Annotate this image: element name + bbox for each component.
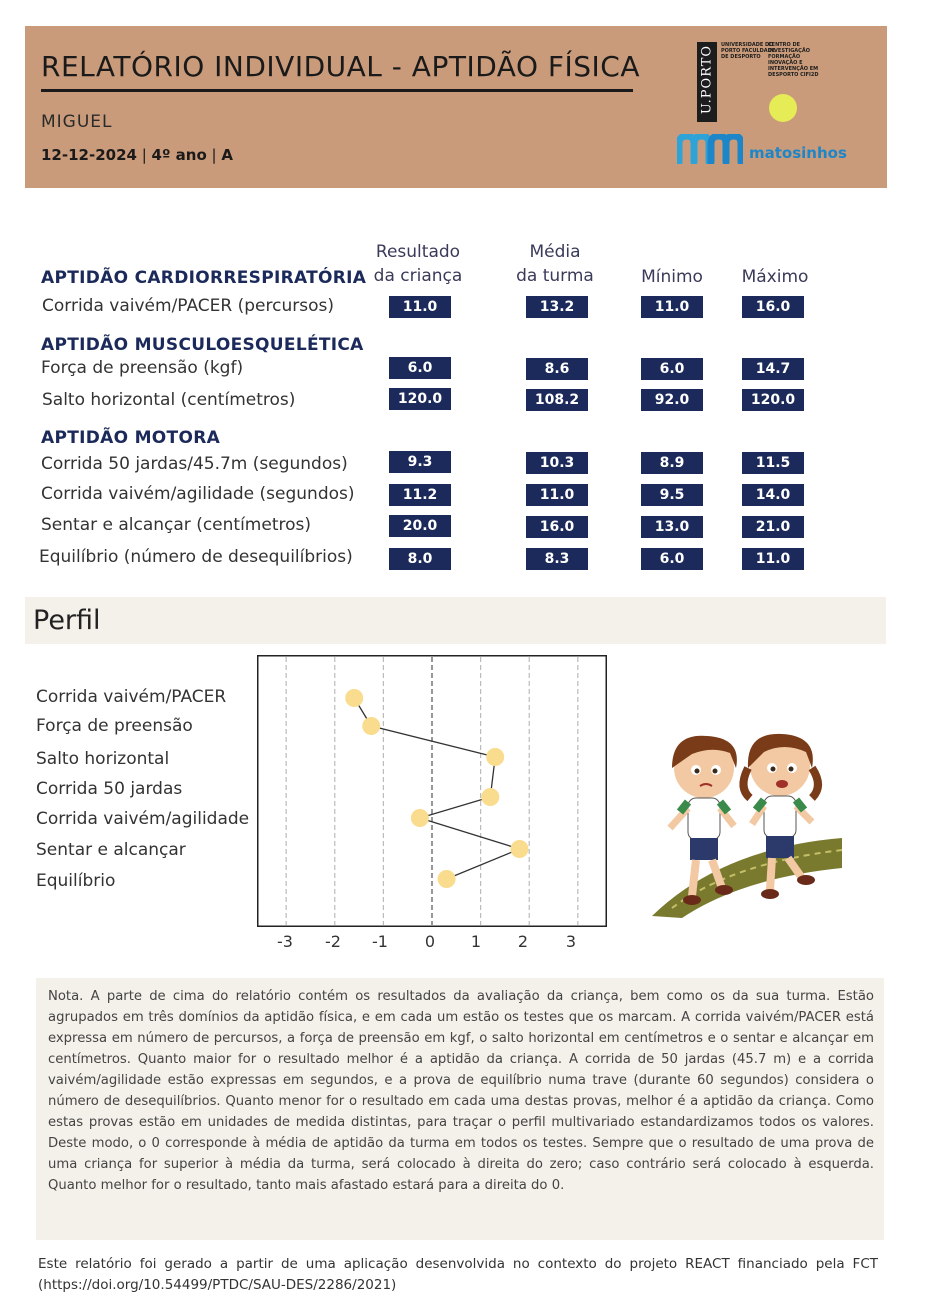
profile-label: Corrida vaivém/agilidade (36, 809, 250, 829)
report-meta: 12-12-2024 | 4º ano | A (41, 146, 233, 164)
matosinhos-logo-icon (677, 134, 743, 164)
row-label: Equilíbrio (número de desequilíbrios) (39, 547, 353, 567)
profile-label: Salto horizontal (36, 749, 170, 769)
fade-logo-text: UNIVERSIDADE DO PORTO FACULDADE DE DESPORTO (721, 42, 776, 60)
title-underline (41, 89, 633, 92)
max-value: 16.0 (742, 296, 804, 318)
profile-chart (257, 655, 607, 927)
mean-value: 10.3 (526, 452, 588, 474)
child-value: 9.3 (389, 451, 451, 473)
x-tick-label: 1 (470, 932, 482, 951)
min-value: 6.0 (641, 358, 703, 380)
profile-label: Corrida vaivém/PACER (36, 687, 227, 707)
student-name: MIGUEL (41, 112, 113, 132)
school-grade: 4º ano (151, 146, 207, 164)
mean-value: 8.3 (526, 548, 588, 570)
mean-value: 13.2 (526, 296, 588, 318)
row-label: Corrida vaivém/agilidade (segundos) (41, 484, 355, 504)
child-value: 11.2 (389, 484, 451, 506)
report-date: 12-12-2024 (41, 146, 137, 164)
note-box (36, 978, 884, 1240)
max-value: 11.5 (742, 452, 804, 474)
row-label: Corrida vaivém/PACER (percursos) (42, 296, 334, 316)
profile-point (438, 870, 456, 888)
min-value: 9.5 (641, 484, 703, 506)
col-header-max: Máximo (741, 267, 809, 287)
perfil-band (25, 597, 886, 644)
cifi2d-logo-text: CENTRO DE INVESTIGAÇÃO FORMAÇÃO INOVAÇÃO E INTERVENÇÃO EM DESPORTO CIFI2D (768, 42, 819, 78)
mean-value: 8.6 (526, 358, 588, 380)
max-value: 11.0 (742, 548, 804, 570)
perfil-title: Perfil (33, 605, 101, 636)
col-header-min: Mínimo (641, 267, 703, 287)
max-value: 21.0 (742, 516, 804, 538)
min-value: 92.0 (641, 389, 703, 411)
min-value: 6.0 (641, 548, 703, 570)
mean-value: 11.0 (526, 484, 588, 506)
max-value: 14.0 (742, 484, 804, 506)
child-value: 20.0 (389, 515, 451, 537)
col-header-child: Resultado da criança (373, 242, 463, 286)
mean-value: 16.0 (526, 516, 588, 538)
x-tick-label: -1 (372, 932, 388, 951)
row-label: Sentar e alcançar (centímetros) (41, 515, 311, 535)
section-cardio: APTIDÃO CARDIORRESPIRATÓRIA (41, 268, 367, 288)
row-label: Corrida 50 jardas/45.7m (segundos) (41, 454, 348, 474)
footer-text: Este relatório foi gerado a partir de uma aplicação desenvolvida no contexto do projeto REACT financiado pela FCT (https://doi.org/10.54499/PTDC/SAU-DES/2286/2021) (38, 1256, 878, 1293)
profile-label: Equilíbrio (36, 871, 116, 891)
page-title: RELATÓRIO INDIVIDUAL - APTIDÃO FÍSICA (41, 50, 640, 83)
x-tick-label: 0 (424, 932, 436, 951)
row-label: Salto horizontal (centímetros) (42, 390, 296, 410)
max-value: 14.7 (742, 358, 804, 380)
cifi2d-logo-icon (769, 94, 797, 122)
report-header (25, 26, 887, 188)
x-tick-label: -2 (325, 932, 341, 951)
uporto-logo: U.PORTO (697, 42, 717, 122)
profile-label: Corrida 50 jardas (36, 779, 183, 799)
profile-point (481, 788, 499, 806)
running-kids-illustration (652, 728, 842, 918)
x-tick-label: -3 (277, 932, 293, 951)
max-value: 120.0 (742, 389, 804, 411)
note-text: Nota. A parte de cima do relatório contém os resultados da avaliação da criança, bem como os da sua turma. Estão agrupados em três domínios da aptidão física, e em cada um estão os testes que os marcam. A corrida vaivém/PACER está expressa em número de percursos, a força de preensão em kgf, o salto horizontal em centímetros e o sentar e alcançar em centímetros. Quanto maior for o resultado melhor é a aptidão da criança. A corrida de 50 jardas (45.7 m) e a corrida vaivém/agilidade estão expressas em segundos, e a prova de equilíbrio numa trave (durante 60 segundos) considera o número de desequilíbrios. Quanto menor for o resultado em cada uma destas provas, melhor é a aptidão da criança. Como estas provas estão em unidades de medida distintas, para traçar o perfil multivariado estandardizamos todos os valores. Deste modo, o 0 corresponde à média de aptidão da turma em todos os testes. Sempre que o resultado de uma prova de uma criança for superior à média da turma, será colocado à direita do zero; caso contrário será colocado à esquerda. Quanto melhor for o resultado, tanto mais afastado estará para a direita do 0. (48, 989, 874, 1193)
x-tick-label: 2 (517, 932, 529, 951)
child-value: 8.0 (389, 548, 451, 570)
min-value: 8.9 (641, 452, 703, 474)
min-value: 13.0 (641, 516, 703, 538)
row-label: Força de preensão (kgf) (41, 358, 244, 378)
class-group: A (221, 146, 233, 164)
child-value: 11.0 (389, 296, 451, 318)
profile-point (411, 809, 429, 827)
col-header-mean: Média da turma (516, 242, 594, 286)
matosinhos-logo-text: matosinhos (749, 144, 847, 162)
profile-point (511, 840, 529, 858)
profile-label: Força de preensão (36, 716, 193, 736)
profile-point (486, 748, 504, 766)
profile-label: Sentar e alcançar (36, 840, 186, 860)
child-value: 6.0 (389, 357, 451, 379)
section-motora: APTIDÃO MOTORA (41, 428, 221, 448)
profile-point (345, 689, 363, 707)
mean-value: 108.2 (526, 389, 588, 411)
min-value: 11.0 (641, 296, 703, 318)
child-value: 120.0 (389, 388, 451, 410)
profile-point (362, 717, 380, 735)
x-tick-label: 3 (565, 932, 577, 951)
section-musculo: APTIDÃO MUSCULOESQUELÉTICA (41, 335, 364, 355)
